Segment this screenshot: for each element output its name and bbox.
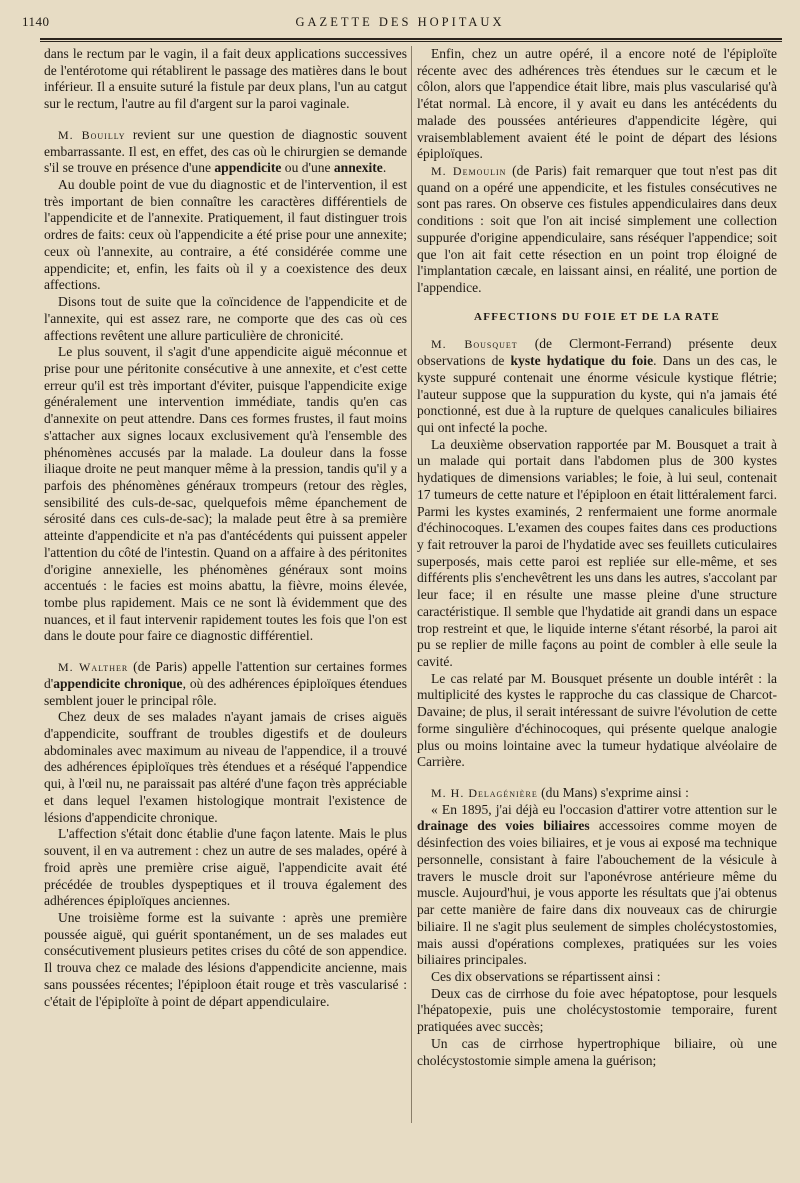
paragraph: Ces dix observations se répartissent ainsi :	[431, 968, 661, 984]
paragraph: Enfin, chez un autre opéré, il a encore noté de l'épiploïte récente avec des adhérences très étendues sur le cæcum et le côlon, alors que l'appendice était libre, mais plus vascularisé qu'à l'état normal. Là encore, il y avait eu dans les antécédents du malade des poussées antérieures d'appendicite légère, qui vraisemblablement avaient été le point de départ des lésions épiploïques.	[417, 46, 777, 162]
paragraph: L'affection s'était donc établie d'une façon latente. Mais le plus souvent, il en va autrement : chez un autre de ses malades, opéré à froid après une première crise aiguë, l'appendicite avait été précédée de troubles dyspeptiques et il trouva également des adhérences épiploïques anciennes.	[44, 826, 407, 909]
paragraph-bouilly: M. Bouilly revient sur une question de diagnostic souvent embarrassante. Il est, en effet, des cas où le chirurgien se demande s'il se trouve en présence d'une appendicite ou d'une annexite.	[44, 126, 407, 176]
speaker-name: M. Walther	[58, 660, 129, 675]
paragraph: Chez deux de ses malades n'ayant jamais de crises aiguës d'appendicite, souffrant de troubles digestifs et de douleurs abdominales avec maximum au niveau de l'appendice, il a trouvé des adhérences épiploïques très étendues et a réséqué l'appendice qui, à l'œil nu, ne paraissait pas altéré d'une façon très appréciable et dans lequel l'examen histologique montrait l'existence de lésions d'appendicite chronique.	[44, 709, 407, 825]
header-rule	[40, 38, 782, 42]
paragraph-walther: M. Walther (de Paris) appelle l'attention sur certaines formes d'appendicite chronique, où des adhérences épiploïques étendues semblent jouer le principal rôle.	[44, 659, 407, 708]
paragraph-bousquet: M. Bousquet (de Clermont-Ferrand) présente deux observations de kyste hydatique du foie. Dans un des cas, le kyste suppuré contenait une énorme vésicule kystique flétrie; l'auteur suppose que la suppuration du kyste, qui n'a jamais été ponctionné, est due à la rupture de quelques canalicules biliaires qui ont infecté la poche.	[417, 336, 777, 435]
paragraph: Un cas de cirrhose hypertrophique biliaire, où une cholécystostomie simple amena la guérison;	[417, 1035, 777, 1068]
speaker-name: M. Bouilly	[58, 127, 126, 142]
keyword: drainage des voies biliaires	[417, 818, 590, 834]
paragraph-demoulin: M. Demoulin (de Paris) fait remarquer que tout n'est pas dit quand on a opéré une appendicite, et les fistules consécutives ne sont pas rares. On observe ces fistules appendiculaires dans deux conditions : soit que l'on ait incisé simplement une collection suppurée d'origine appendiculaire, sans réséquer l'appendice; soit que l'on ait fait cette résection en un point trop éloigné de l'implantation cæcale, en laissant ainsi, en réalité, une portion de l'appendice.	[417, 163, 777, 296]
paragraph: dans le rectum par le vagin, il a fait deux applications successives de l'entérotome qui rétablirent le passage des matières dans le bout inférieur. Il a ensuite suturé la fistule par deux plans, l'un au catgut sur le rectum, l'autre au fil d'argent sur la paroi vaginale.	[44, 46, 407, 112]
right-column	[417, 46, 777, 1131]
paragraph: Au double point de vue du diagnostic et de l'intervention, il est très important de bien connaître les caractères différentiels de l'appendicite et de l'annexite. Pratiquement, il faut distinguer trois ordres de faits: ceux où l'appendicite a été prise pour une annexite; ceux où l'annexite, au contraire, a été considérée comme une appendicite; et, enfin, les faits où il y a coexistence des deux affections.	[44, 177, 407, 293]
keyword: annexite	[333, 160, 383, 176]
speaker-name: M. Demoulin	[431, 164, 507, 179]
speaker-name: M. Bousquet	[431, 337, 518, 352]
keyword: appendicite chronique	[53, 675, 183, 691]
page-number: 1140	[22, 14, 50, 29]
keyword: kyste hydatique du foie	[510, 353, 654, 369]
keyword: appendicite	[214, 160, 282, 176]
paragraph-quote: « En 1895, j'ai déjà eu l'occasion d'attirer votre attention sur le drainage des voies biliaires accessoires comme moyen de désinfection des voies biliaires, et je vous ai exposé ma technique personnelle, consistant à faire l'abouchement de la vésicule à travers le muscle droit sur l'aponévrose antérieure même du muscle. Aujourd'hui, je vous apporte les résultats que j'ai obtenus par cette manière de faire dans dix nouveaux cas de chirurgie biliaire. Il ne s'agit plus seulement de simples cholécystostomies, mais aussi d'opérations complexes, pratiquées sur les voies biliaires principales.	[417, 801, 777, 968]
paragraph: Deux cas de cirrhose du foie avec hépatoptose, pour lesquels l'hépatopexie, puis une cholécystostomie temporaire, furent pratiquées avec succès;	[417, 985, 777, 1035]
paragraph: Le cas relaté par M. Bousquet présente un double intérêt : la multiplicité des kystes le rapproche du cas classique de Charcot-Davaine; de plus, il serait intéressant de suivre l'évolution de cette forme singulière d'échinocoques, qui présente quelque analogie plus ou moins lointaine avec la tumeur hydatique alvéolaire de Carrière.	[417, 670, 777, 770]
paragraph: La deuxième observation rapportée par M. Bousquet a trait à un malade qui portait dans l'abdomen plus de 300 kystes hydatiques de dimensions variables; le foie, à lui seul, contenait 17 tumeurs de cette nature et l'épiploon en était littéralement farci. Parmi les kystes examinés, 2 renfermaient une forme anormale d'échinocoques. L'examen des coupes faites dans ces productions y fait retrouver la paroi de l'hydatide avec ses feuillets cuticulaires superposés, mais cette paroi est repliée sur elle-même, et ses différents plis s'enchevêtrent les uns dans les autres, s'accolant par leur face; il en résulte une masse pleine d'une structure caractéristique. Il semble que l'hydatide ait grandi dans un espace trop restreint et que, le liquide interne s'étant résorbé, la paroi ait pu se replier de mille façons au point de combler à elle seule la cavité.	[417, 436, 777, 670]
running-head: GAZETTE DES HOPITAUX	[295, 15, 505, 29]
paragraph-delageniere: M. H. Delagénière (du Mans) s'exprime ainsi :	[431, 785, 689, 801]
paragraph: Le plus souvent, il s'agit d'une appendicite aiguë méconnue et prise pour une péritonite consécutive à une annexite, et c'est cette erreur qu'il est très important d'éviter, puisque l'appendicite exige généralement une intervention immédiate, tandis qu'en cas d'annexite on peut attendre. Dans ces formes frustes, il faut moins s'attacher aux signes locaux exclusivement qu'à l'ensemble des phénomènes accusés par la malade. La douleur dans la fosse iliaque droite ne peut manquer même à la pression, tandis qu'il y a parfois des phénomènes généraux trompeurs (retour des règles, sensibilité des culs-de-sac, quelquefois même épanchement de sérosité dans ces culs-de-sac); la malade peut être à sa première atteinte d'appendicite et n'a pas d'antécédents qui puissent appeler l'attention du côté de l'intestin. Quand on a affaire à des péritonites d'origine annexielle, les phénomènes généraux sont moins accentués : le facies est moins abattu, la fièvre, moins élevée, tombe plus rapidement. Mais ce ne sont là évidemment que des nuances, et il faut intervenir rapidement toutes les fois que l'on est dans le doute pour faire ce diagnostic différentiel.	[44, 344, 407, 644]
speaker-name: M. H. Delagénière	[431, 786, 538, 801]
section-heading: AFFECTIONS DU FOIE ET DE LA RATE	[474, 310, 720, 323]
paragraph: Disons tout de suite que la coïncidence de l'appendicite et de l'annexite, qui est assez rare, ne comporte que des cas où ces affections revêtent une allure particulière de chronicité.	[44, 294, 407, 343]
left-column	[44, 46, 407, 1131]
paragraph: Une troisième forme est la suivante : après une première poussée aiguë, qui guérit spontanément, un de ses malades eut consécutivement plusieurs petites crises du côté de son appendice. Il trouva chez ce malade des lésions d'appendicite ancienne, mais sans poussées récentes; l'épiploon était rouge et très vascularisé : c'était de l'épiploïte à point de départ appendiculaire.	[44, 909, 407, 1009]
column-divider	[411, 46, 412, 1123]
